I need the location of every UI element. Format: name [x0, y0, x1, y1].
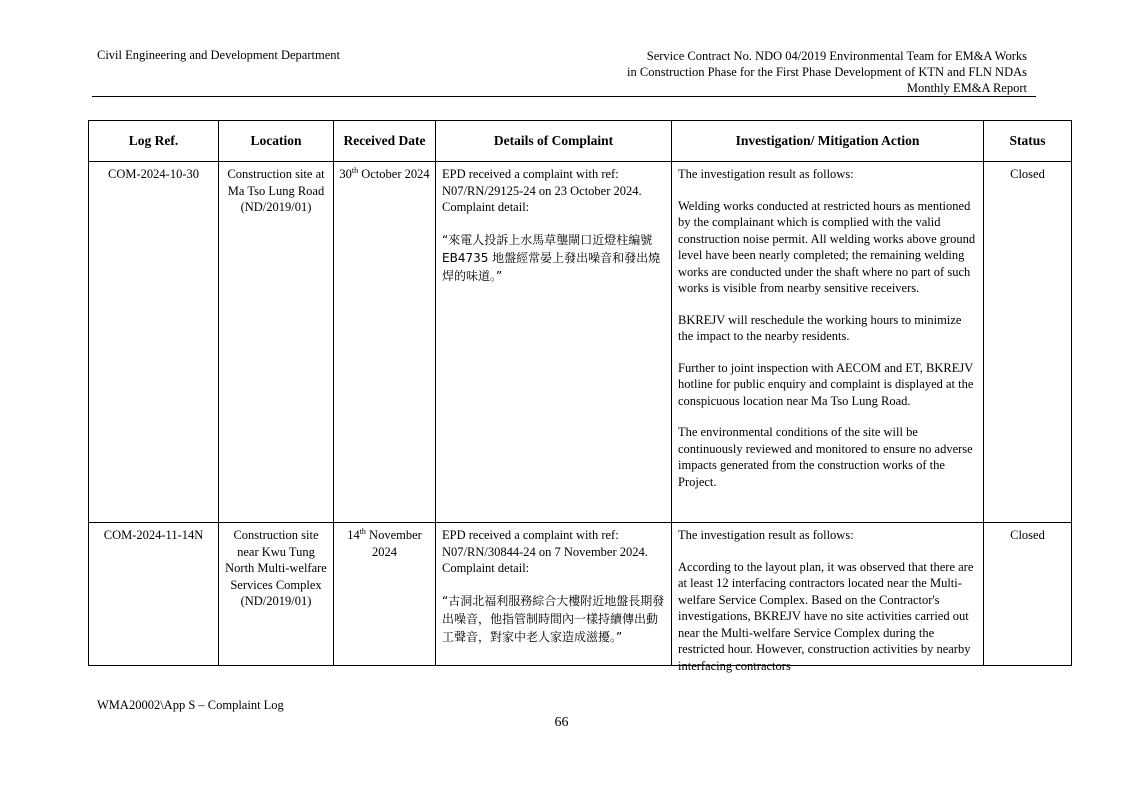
- investigation-paragraph: Further to joint inspection with AECOM and ET, BKREJV hotline for public enquiry and complaint is displayed at the conspicuous location near Ma Tso Lung Road.: [678, 360, 974, 408]
- investigation-paragraph: The environmental conditions of the site will be continuously reviewed and monitored to ensure no adverse impacts generated from the construction works of the Project.: [678, 425, 973, 489]
- details-content: [442, 527, 665, 661]
- complaint-quote: “來電人投訴上水馬草壟閘口近燈柱編號 EB4735 地盤經常晏上發出噪音和發出燒焊的味道。”: [442, 232, 661, 283]
- investigation-paragraph: The investigation result as follows:: [678, 167, 854, 181]
- table-row: [89, 523, 1072, 666]
- cell-received-date: [334, 162, 436, 523]
- col-header-investigation: Investigation/ Mitigation Action: [672, 121, 984, 162]
- table-row: [89, 162, 1072, 523]
- cell-log-ref: COM-2024-10-30: [89, 162, 219, 523]
- header-report-title: Monthly EM&A Report: [906, 81, 1027, 95]
- col-header-received-date: Received Date: [334, 121, 436, 162]
- cell-location: Construction site at Ma Tso Lung Road (ND/2019/01): [219, 162, 334, 523]
- cell-log-ref: COM-2024-11-14N: [89, 523, 219, 666]
- cell-investigation: [672, 162, 984, 523]
- investigation-content: [678, 527, 977, 673]
- col-header-log-ref: Log Ref.: [89, 121, 219, 162]
- investigation-paragraph: According to the layout plan, it was observed that there are at least 12 interfacing contractors located near the Multi-welfare Service Complex. Based on the Contractor's investigations, BKREJV have no site activities carried out near the Multi-welfare Service Complex during the restricted hour. However, construction activities by nearby interfacing contractors: [678, 559, 974, 673]
- header-contract-line-2: in Construction Phase for the First Phase Development of KTN and FLN NDAs: [627, 65, 1027, 79]
- col-header-details: Details of Complaint: [436, 121, 672, 162]
- investigation-paragraph: The investigation result as follows:: [678, 528, 854, 542]
- received-month-year: November 2024: [365, 528, 422, 559]
- received-day: 30: [339, 167, 352, 181]
- header-contract-info: [507, 48, 1027, 96]
- received-month-year: October 2024: [358, 167, 430, 181]
- complaint-summary: EPD received a complaint with ref: N07/RN/30844-24 on 7 November 2024. Complaint detail:: [442, 528, 648, 575]
- table-header-row: [89, 121, 1072, 162]
- complaint-log-table: [88, 120, 1072, 673]
- header-divider: [92, 96, 1036, 97]
- cell-details: [436, 162, 672, 523]
- header-department: Civil Engineering and Development Department: [97, 48, 340, 62]
- cell-location: Construction site near Kwu Tung North Multi-welfare Services Complex (ND/2019/01): [219, 523, 334, 666]
- col-header-location: Location: [219, 121, 334, 162]
- cell-status: Closed: [984, 523, 1072, 666]
- complaint-quote: “古洞北福利服務綜合大樓附近地盤長期發出噪音，他指管制時間內一樣持續傳出動工聲音，對家中老人家造成滋擾。”: [442, 593, 665, 644]
- received-day-suffix: th: [359, 527, 366, 536]
- cell-details: [436, 523, 672, 666]
- received-day: 14: [347, 528, 360, 542]
- received-day-suffix: th: [351, 166, 359, 175]
- header-contract-line-1: Service Contract No. NDO 04/2019 Environmental Team for EM&A Works: [646, 49, 1027, 63]
- page-number: 66: [554, 715, 569, 730]
- cell-status: Closed: [984, 162, 1072, 523]
- cell-investigation: [672, 523, 984, 673]
- investigation-paragraph: Welding works conducted at restricted hours as mentioned by the complainant which is complied with the valid construction noise permit. All welding works above ground level have been nearly completed; the remaining welding works are conducted under the shaft where no part of such works is visible from nearby sensitive receivers.: [678, 198, 976, 295]
- footer-doc-ref: WMA20002\App S – Complaint Log: [97, 698, 284, 712]
- investigation-paragraph: BKREJV will reschedule the working hours to minimize the impact to the nearby residents.: [678, 312, 962, 343]
- complaint-summary: EPD received a complaint with ref: N07/RN/29125-24 on 23 October 2024. Complaint detail:: [442, 167, 642, 214]
- col-header-status: Status: [984, 121, 1072, 162]
- cell-received-date: [334, 523, 436, 666]
